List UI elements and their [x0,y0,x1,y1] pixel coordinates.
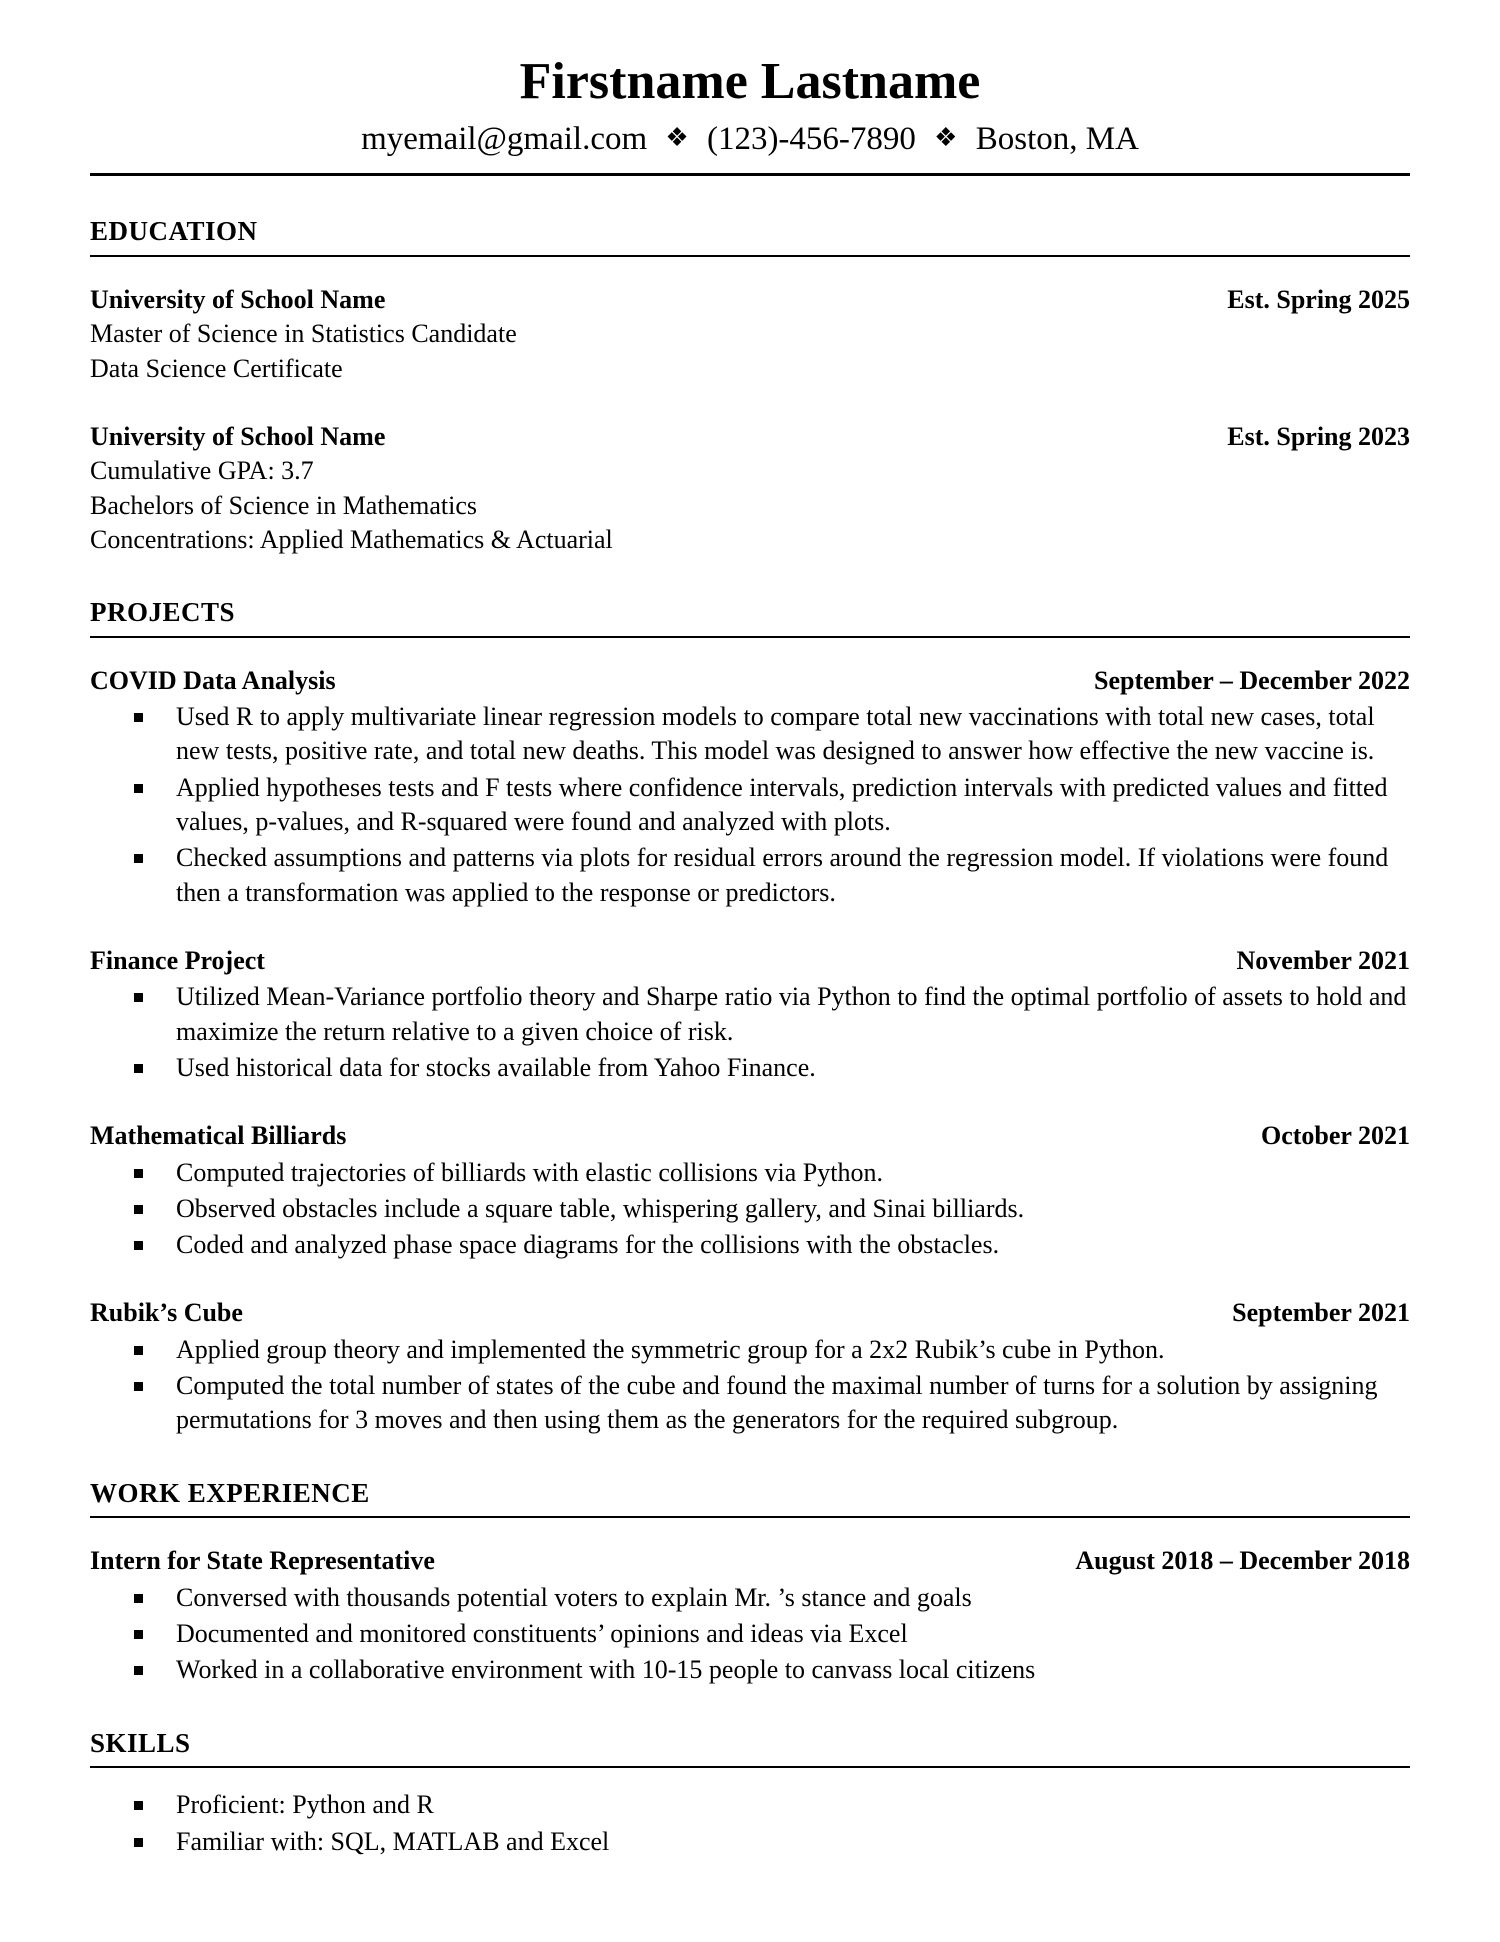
list-item [90,1581,1410,1615]
section-title: EDUCATION [90,214,1410,257]
entry-header [90,420,1410,454]
diamond-separator-icon: ❖ [665,122,689,152]
bullet-text: Conversed with thousands potential voters to explain Mr. ’s stance and goals [176,1582,972,1612]
entry-header [90,283,1410,317]
work-entry [90,1544,1410,1687]
list-item [90,980,1410,1049]
section-title: PROJECTS [90,595,1410,638]
bullet-square-icon [134,1382,143,1391]
entry-date: November 2021 [1236,945,1410,975]
entry-header [90,1296,1410,1330]
entry-date: September – December 2022 [1093,665,1410,695]
list-item [90,700,1410,769]
degree-line: Data Science Certificate [90,353,343,383]
contact-location: Boston, MA [975,120,1139,157]
bullet-square-icon [134,713,143,722]
contact-line [90,118,1410,162]
contact-phone: (123)-456-7890 [706,120,916,157]
list-item [90,1653,1410,1687]
bullet-text: Proficient: Python and R [176,1790,434,1820]
bullet-text: Applied hypotheses tests and F tests where confidence intervals, prediction intervals with predicted values and fitted values, p-values, and R-squared were found and analyzed with plots. [176,772,1388,837]
bullet-square-icon [134,1169,143,1178]
list-item [90,1228,1410,1262]
project-entry [90,1296,1410,1437]
bullet-list [90,700,1410,910]
list-item [90,771,1410,840]
degree-line: Master of Science in Statistics Candidate [90,319,517,349]
diamond-separator-icon: ❖ [934,122,958,152]
header-divider [90,173,1410,176]
entry-header [90,664,1410,698]
entry-header [90,1544,1410,1578]
project-entry [90,944,1410,1085]
school-name: University of School Name [90,421,386,451]
section-work-experience [90,1476,1410,1688]
bullet-text: Observed obstacles include a square table, whispering gallery, and Sinai billiards. [176,1193,1025,1223]
list-item [90,841,1410,910]
bullet-text: Coded and analyzed phase space diagrams for the collisions with the obstacles. [176,1230,1000,1260]
bullet-square-icon [134,1241,143,1250]
bullet-square-icon [134,1594,143,1603]
project-name: Rubik’s Cube [90,1298,243,1328]
list-item [90,1051,1410,1085]
degree-line: Cumulative GPA: 3.7 [90,456,314,486]
entry-date: October 2021 [1261,1121,1410,1151]
bullet-square-icon [134,1666,143,1675]
degree-line: Concentrations: Applied Mathematics & Actuarial [90,524,613,554]
section-projects [90,595,1410,1438]
bullet-square-icon [134,1801,143,1810]
school-name: University of School Name [90,284,386,314]
bullet-text: Used historical data for stocks available from Yahoo Finance. [176,1052,816,1082]
entry-date: September 2021 [1232,1298,1410,1328]
entry-header [90,1119,1410,1153]
entry-header [90,944,1410,978]
list-item [90,1192,1410,1226]
bullet-square-icon [134,1838,143,1847]
section-education [90,214,1410,557]
entry-date: August 2018 – December 2018 [1075,1546,1410,1576]
section-title: WORK EXPERIENCE [90,1476,1410,1519]
bullet-square-icon [134,1346,143,1355]
bullet-text: Worked in a collaborative environment with 10-15 people to canvass local citizens [176,1655,1036,1685]
person-name: Firstname Lastname [519,53,981,110]
entry-date: Est. Spring 2023 [1227,421,1410,451]
bullet-list [90,980,1410,1085]
project-name: Finance Project [90,945,265,975]
list-item [90,1156,1410,1190]
bullet-text: Checked assumptions and patterns via plots for residual errors around the regression model. If violations were found then a transformation was applied to the response or predictors. [176,843,1389,907]
education-entry [90,283,1410,386]
education-entry [90,420,1410,557]
bullet-text: Familiar with: SQL, MATLAB and Excel [176,1826,610,1856]
project-entry [90,1119,1410,1262]
bullet-square-icon [134,854,143,863]
bullet-text: Used R to apply multivariate linear regression models to compare total new vaccinations with total new cases, total new tests, positive rate, and total new deaths. This model was designed to answer how effective the new vaccine is. [176,702,1375,766]
project-name: Mathematical Billiards [90,1121,347,1151]
list-item [90,1825,1410,1859]
bullet-list [90,1156,1410,1263]
resume-header [90,52,1410,176]
bullet-list [90,1581,1410,1688]
degree-line: Bachelors of Science in Mathematics [90,490,477,520]
bullet-text: Applied group theory and implemented the symmetric group for a 2x2 Rubik’s cube in Python. [176,1334,1165,1364]
project-name: COVID Data Analysis [90,665,336,695]
bullet-square-icon [134,1205,143,1214]
list-item [90,1333,1410,1367]
bullet-square-icon [134,993,143,1002]
bullet-text: Utilized Mean-Variance portfolio theory and Sharpe ratio via Python to find the optimal portfolio of assets to hold and maximize the return relative to a given choice of risk. [176,982,1407,1046]
bullet-square-icon [134,784,143,793]
bullet-square-icon [134,1630,143,1639]
contact-email: myemail@gmail.com [361,120,648,157]
project-entry [90,664,1410,910]
bullet-list [90,1333,1410,1438]
bullet-text: Documented and monitored constituents’ opinions and ideas via Excel [176,1618,908,1648]
entry-date: Est. Spring 2025 [1227,284,1410,314]
list-item [90,1369,1410,1438]
bullet-square-icon [134,1064,143,1073]
section-title: SKILLS [90,1726,1410,1769]
bullet-text: Computed the total number of states of the cube and found the maximal number of turns for a solution by assigning permutations for 3 moves and then using them as the generators for the required subgroup. [176,1371,1378,1435]
bullet-text: Computed trajectories of billiards with elastic collisions via Python. [176,1157,883,1187]
job-title: Intern for State Representative [90,1546,435,1576]
list-item [90,1617,1410,1651]
list-item [90,1788,1410,1822]
section-skills [90,1726,1410,1859]
bullet-list [90,1788,1410,1859]
